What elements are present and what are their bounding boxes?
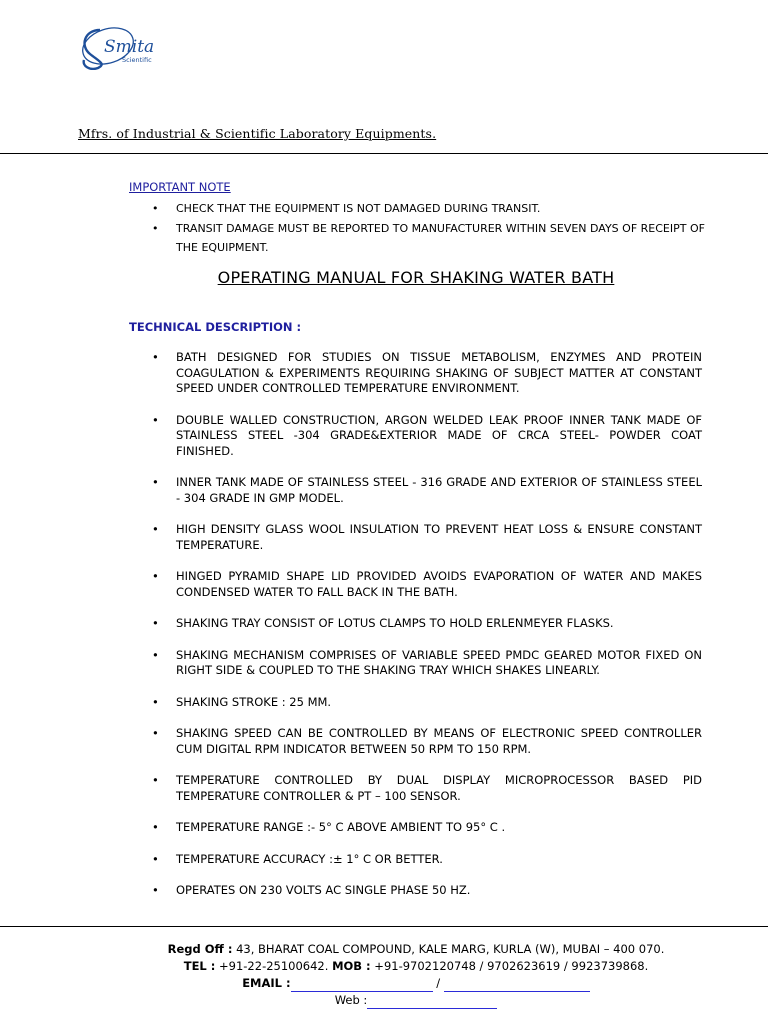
list-item-text: DOUBLE WALLED CONSTRUCTION, ARGON WELDED LEAK PROOF INNER TANK MADE OF STAINLESS STEEL -304 GRADE&EXTERIOR MADE OF CRCA STEEL- POWDER COAT FINISHED. <box>176 412 702 458</box>
bullet-icon: • <box>152 883 159 897</box>
bullet-icon: • <box>152 616 159 630</box>
list-item <box>152 726 702 757</box>
bullet-icon: • <box>152 647 159 662</box>
list-item <box>152 883 702 899</box>
list-item <box>152 695 702 711</box>
footer-phone-line <box>0 958 768 975</box>
important-note-list <box>152 199 712 258</box>
bullet-icon: • <box>152 694 159 709</box>
footer-address-line <box>0 941 768 958</box>
list-item <box>152 475 702 506</box>
footer <box>0 941 768 1009</box>
company-tagline: Mfrs. of Industrial & Scientific Laboratory Equipments. <box>78 126 437 141</box>
bullet-icon: • <box>152 726 159 740</box>
list-item <box>152 219 712 258</box>
list-item-text: INNER TANK MADE OF STAINLESS STEEL - 316 GRADE AND EXTERIOR OF STAINLESS STEEL - 304 GRADE IN GMP MODEL. <box>176 475 702 505</box>
email-separator: / <box>432 976 444 990</box>
header-divider <box>0 153 768 154</box>
list-item <box>152 616 702 632</box>
list-item <box>152 648 702 679</box>
tel-label: TEL : <box>183 959 216 973</box>
technical-description-title: TECHNICAL DESCRIPTION : <box>129 320 302 334</box>
smita-scientific-logo <box>78 24 178 70</box>
bullet-icon: • <box>152 475 159 489</box>
list-item-text: TRANSIT DAMAGE MUST BE REPORTED TO MANUFACTURER WITHIN SEVEN DAYS OF RECEIPT OF THE EQUIPMENT. <box>176 221 705 254</box>
list-item-text: SHAKING SPEED CAN BE CONTROLLED BY MEANS OF ELECTRONIC SPEED CONTROLLER CUM DIGITAL RPM INDICATOR BETWEEN 50 RPM TO 150 RPM. <box>176 726 702 756</box>
logo-sub-text: Scientific <box>122 56 152 64</box>
list-item <box>152 522 702 553</box>
list-item <box>152 569 702 600</box>
email-link-2[interactable] <box>444 979 590 992</box>
mob-label: MOB : <box>332 959 371 973</box>
important-note-title: IMPORTANT NOTE <box>129 180 231 194</box>
email-label: EMAIL : <box>242 976 291 990</box>
regd-value: 43, BHARAT COAL COMPOUND, KALE MARG, KURLA (W), MUBAI – 400 070. <box>232 942 665 956</box>
bullet-icon: • <box>152 820 159 834</box>
bullet-icon: • <box>152 221 159 235</box>
list-item-text: TEMPERATURE CONTROLLED BY DUAL DISPLAY MICROPROCESSOR BASED PID TEMPERATURE CONTROLLER & PT – 100 SENSOR. <box>176 773 702 803</box>
list-item-text: HINGED PYRAMID SHAPE LID PROVIDED AVOIDS EVAPORATION OF WATER AND MAKES CONDENSED WATER TO FALL BACK IN THE BATH. <box>176 569 702 599</box>
web-label: Web : <box>334 993 368 1007</box>
footer-divider <box>0 926 768 927</box>
web-link[interactable] <box>367 996 497 1009</box>
regd-label: Regd Off : <box>167 942 233 956</box>
list-item-text: SHAKING TRAY CONSIST OF LOTUS CLAMPS TO HOLD ERLENMEYER FLASKS. <box>176 616 614 630</box>
bullet-icon: • <box>152 773 159 787</box>
bullet-icon: • <box>152 350 159 364</box>
list-item <box>152 413 702 460</box>
footer-web-line <box>0 992 768 1009</box>
footer-email-line <box>0 975 768 992</box>
manual-title: OPERATING MANUAL FOR SHAKING WATER BATH <box>217 268 615 287</box>
bullet-icon: • <box>152 569 159 583</box>
mob-value: +91-9702120748 / 9702623619 / 9923739868. <box>370 959 649 973</box>
technical-description-list <box>152 350 702 915</box>
list-item <box>152 773 702 804</box>
tel-value: +91-22-25100642. <box>215 959 333 973</box>
list-item-text: OPERATES ON 230 VOLTS AC SINGLE PHASE 50 HZ. <box>176 883 471 897</box>
email-link-1[interactable] <box>291 979 433 992</box>
bullet-icon: • <box>152 851 159 866</box>
logo-brand-text: Smita <box>104 37 155 57</box>
list-item <box>152 852 702 868</box>
list-item <box>152 350 702 397</box>
list-item-text: CHECK THAT THE EQUIPMENT IS NOT DAMAGED DURING TRANSIT. <box>176 202 541 215</box>
bullet-icon: • <box>152 412 159 427</box>
list-item-text: SHAKING STROKE : 25 MM. <box>176 694 332 709</box>
bullet-icon: • <box>152 522 159 536</box>
list-item-text: TEMPERATURE ACCURACY :± 1° C OR BETTER. <box>176 851 443 866</box>
list-item-text: BATH DESIGNED FOR STUDIES ON TISSUE METABOLISM, ENZYMES AND PROTEIN COAGULATION & EXPERIMENTS REQUIRING SHAKING OF SUBJECT MATTER AT CONSTANT SPEED UNDER CONTROLLED TEMPERATURE ENVIRONMENT. <box>176 350 702 395</box>
list-item-text: HIGH DENSITY GLASS WOOL INSULATION TO PREVENT HEAT LOSS & ENSURE CONSTANT TEMPERATURE. <box>176 522 702 552</box>
list-item-text: SHAKING MECHANISM COMPRISES OF VARIABLE SPEED PMDC GEARED MOTOR FIXED ON RIGHT SIDE & COUPLED TO THE SHAKING TRAY WHICH SHAKES LINEARLY. <box>176 647 702 677</box>
list-item <box>152 820 702 836</box>
list-item-text: TEMPERATURE RANGE :- 5° C ABOVE AMBIENT TO 95° C . <box>176 820 506 834</box>
list-item <box>152 199 712 219</box>
bullet-icon: • <box>152 202 159 215</box>
